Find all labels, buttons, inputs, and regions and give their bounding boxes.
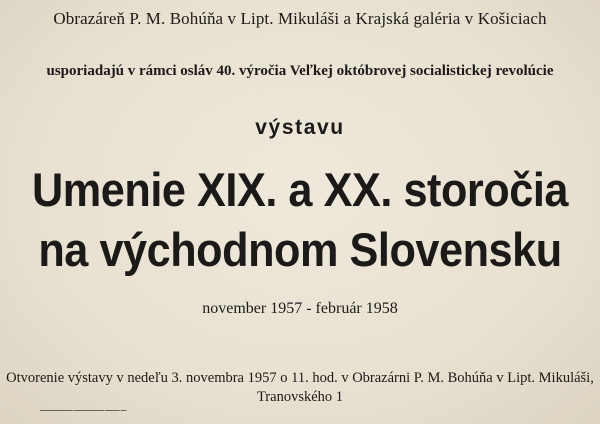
printer-imprint: ▬▬▬▬▬▬▬▬▬▬▬ ▬▬▬▬▬▬▬▬▬▬ ▬▬▬▬▬ ▬▬	[40, 408, 127, 412]
exhibition-kicker: výstavu	[255, 116, 345, 139]
occasion-line: usporiadajú v rámci osláv 40. výročia Veľkej októbrovej socialistickej revolúcie	[46, 63, 554, 79]
opening-info: Otvorenie výstavy v nedeľu 3. novembra 1957 o 11. hod. v Obrazárni P. M. Bohúňa v Lipt. Mikuláši,	[6, 370, 594, 386]
exhibition-title-line-2: na východnom Slovensku	[38, 223, 562, 276]
exhibition-dates: november 1957 - február 1958	[202, 300, 398, 317]
exhibition-title-line-1: Umenie XIX. a XX. storočia	[32, 163, 568, 216]
organizers-line: Obrazáreň P. M. Bohúňa v Lipt. Mikuláši a Krajská galéria v Košiciach	[53, 9, 547, 28]
venue-address: Tranovského 1	[256, 389, 344, 405]
